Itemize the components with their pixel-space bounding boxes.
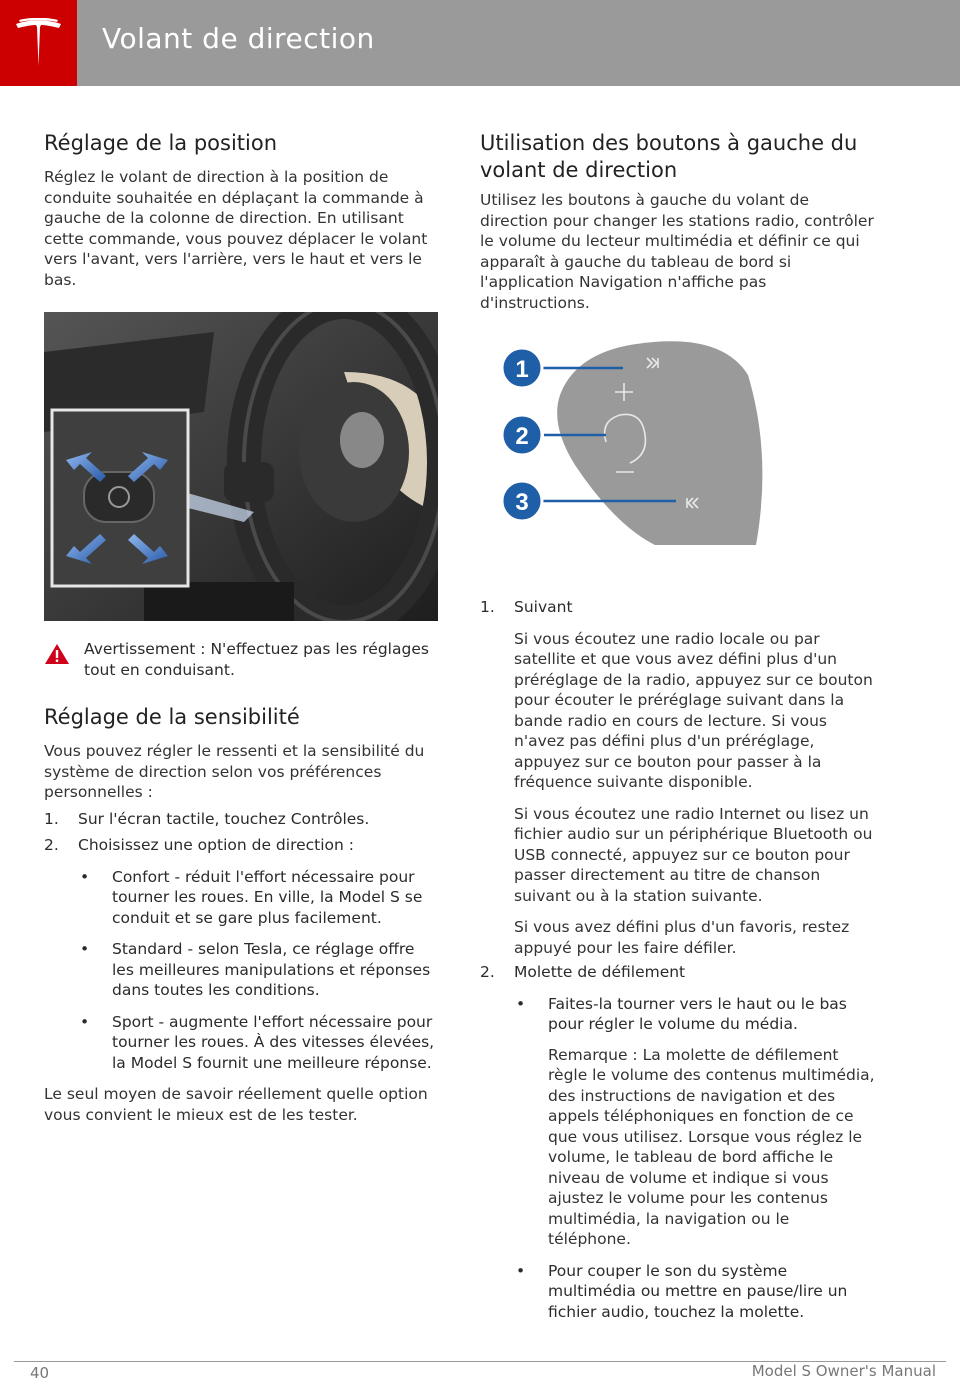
item-label-scroll-wheel: Molette de défilement: [514, 963, 686, 981]
position-paragraph: Réglez le volant de direction à la position de conduite souhaitée en déplaçant la commande à gauche de la colonne de direction. En utilisant cette commande, vous pouvez déplacer le volant vers l'avant, vers l'arrière, vers le haut et vers le bas.: [44, 168, 428, 289]
list-item: • Sport - augmente l'effort nécessaire pour tourner les roues. À des vitesses élevées, la Model S fournit une meilleure réponse.: [80, 1012, 435, 1072]
page-number: 40: [30, 1364, 50, 1382]
list-item: • Confort - réduit l'effort nécessaire pour tourner les roues. En ville, la Model S se conduit et se gare plus facilement.: [80, 867, 423, 927]
button-descriptions-list: [480, 597, 876, 1322]
left-column: [44, 130, 440, 1125]
warning-text: Avertissement : N'effectuez pas les réglages tout en conduisant.: [84, 640, 429, 679]
steering-options-list: [78, 867, 440, 1074]
warning-box: [44, 639, 440, 680]
right-column: [480, 130, 876, 1322]
closing-paragraph: Le seul moyen de savoir réellement quelle option vous convient le mieux est de les tester.: [44, 1085, 428, 1124]
steps-list: [44, 809, 440, 856]
section-title-left-buttons: Utilisation des boutons à gauche du volant de direction: [480, 131, 858, 182]
list-item: 1. Sur l'écran tactile, touchez Contrôles.: [44, 809, 370, 828]
warning-icon: [44, 643, 70, 665]
callout-2: 2: [515, 423, 529, 450]
left-buttons-intro: Utilisez les boutons à gauche du volant de direction pour changer les stations radio, contrôler le volume du lecteur multimédia et définir ce qui apparaît à gauche du tableau de bord si l'application Navigation n'affiche pas d'instructions.: [480, 191, 874, 312]
item-label-next: Suivant: [514, 598, 573, 616]
tesla-logo: [0, 0, 77, 86]
list-item: 2. Choisissez une option de direction :: [44, 836, 354, 854]
steering-wheel-illustration: [44, 312, 438, 621]
section-title-sensitivity: Réglage de la sensibilité: [44, 705, 300, 729]
sensitivity-paragraph: Vous pouvez régler le ressenti et la sensibilité du système de direction selon vos préférences personnelles :: [44, 742, 425, 801]
section-title-position: Réglage de la position: [44, 131, 278, 155]
list-item: • Standard - selon Tesla, ce réglage offre les meilleures manipulations et réponses dans toutes les conditions.: [80, 940, 431, 999]
page-title: Volant de direction: [102, 22, 375, 55]
manual-title: Model S Owner's Manual: [751, 1362, 936, 1380]
list-item: 2. Molette de défilement • Faites-la tourner vers le haut ou le bas pour régler le volume du média. Remarque : La molette de défilement règle le volume des contenus multimédia, des instructions de navigation et des appels téléphoniques en fonction de ce que vous utilisez. Lorsque vous réglez le volume, le tableau de bord affiche le niveau de volume et indique si vous ajustez le volume pour les contenus multimédia, la navigation ou le téléphone. • Pour couper le son du système multimédia ou mettre en pause/lire un fichier audio, touchez la molette.: [480, 963, 875, 1321]
callout-3: 3: [515, 489, 529, 516]
list-item: • Faites-la tourner vers le haut ou le bas pour régler le volume du média.: [516, 994, 847, 1033]
list-item: • Pour couper le son du système multimédia ou mettre en pause/lire un fichier audio, touchez la molette.: [516, 1261, 848, 1321]
callout-1: 1: [515, 356, 529, 383]
note-paragraph: Remarque : La molette de défilement règle le volume des contenus multimédia, des instructions de navigation et des appels téléphoniques en fonction de ce que vous utilisez. Lorsque vous réglez le volume, le tableau de bord affiche le niveau de volume et indique si vous ajustez le volume pour les contenus multimédia, la navigation ou le téléphone.: [548, 1045, 875, 1248]
left-buttons-illustration: [480, 335, 780, 565]
list-item: 1. Suivant Si vous écoutez une radio locale ou par satellite et que vous avez défini plus d'un préréglage de la radio, appuyez sur ce bouton pour écouter le préréglage suivant dans la bande radio en cours de lecture. Si vous n'avez pas défini plus d'un préréglage, appuyez sur ce bouton pour passer à la fréquence suivante disponible. Si vous écoutez une radio Internet ou lisez un fichier audio sur un périphérique Bluetooth ou USB connecté, appuyez sur ce bouton pour passer directement au titre de chanson suivant ou à la station suivante. Si vous avez défini plus d'un favoris, restez appuyé pour les faire défiler.: [480, 598, 873, 957]
tesla-logo-icon: [14, 18, 63, 68]
page-header: [0, 0, 960, 86]
